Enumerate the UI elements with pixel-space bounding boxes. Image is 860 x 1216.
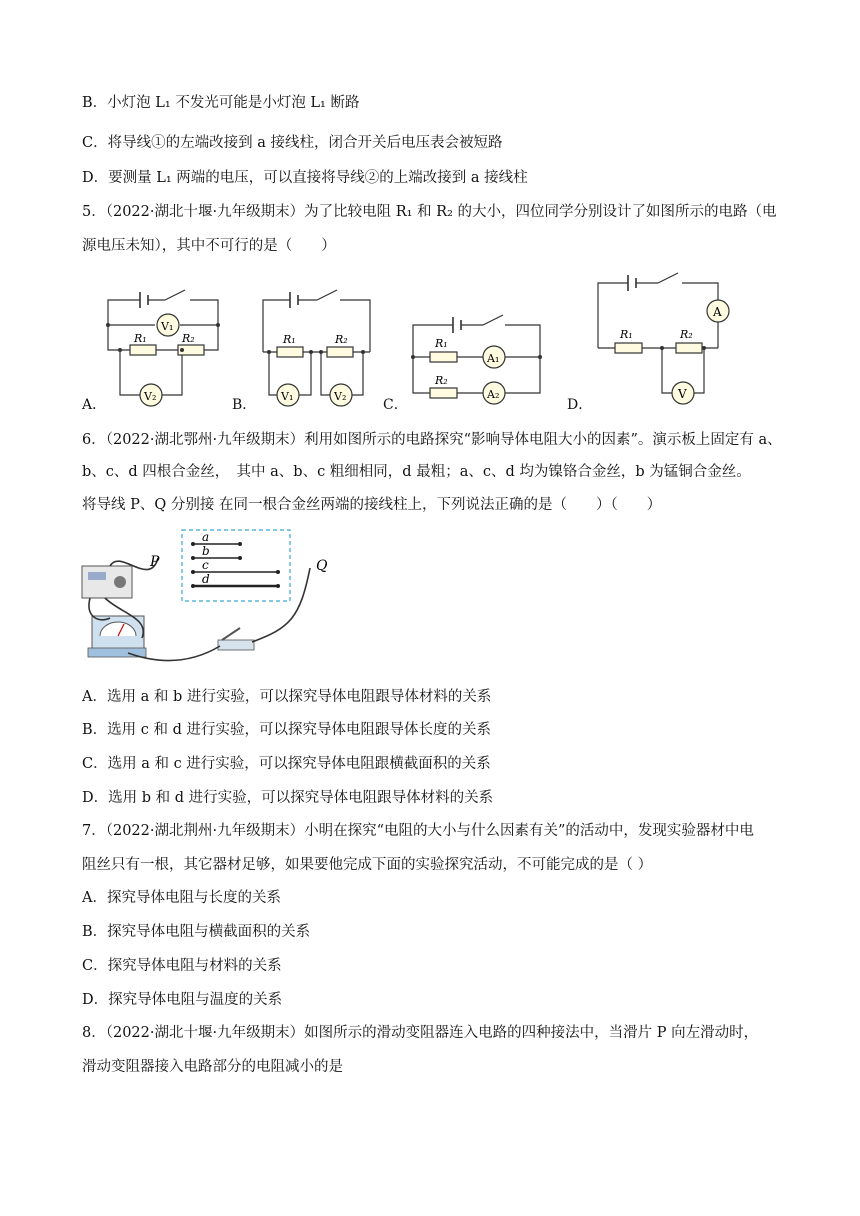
voltmeter-label: V <box>678 387 687 401</box>
q6-option-c: C．选用 a 和 c 进行实验，可以探究导体电阻跟横截面积的关系 <box>82 756 491 772</box>
q7-option-d: D．探究导体电阻与温度的关系 <box>82 992 283 1008</box>
r1-label: R₁ <box>435 337 448 350</box>
p-label: P <box>150 554 160 570</box>
q6-stem-line1: 6．（2022·湖北鄂州·九年级期末）利用如图所示的电路探究“影响导体电阻大小的因素”。演示板上固定有 a、 <box>82 432 782 448</box>
wire-b-label: b <box>202 544 210 558</box>
q5-label-c: C． <box>383 397 408 413</box>
q7-option-a: A．探究导体电阻与长度的关系 <box>82 890 281 906</box>
v2-label: V₂ <box>144 390 157 403</box>
v1-label: V₁ <box>161 320 174 333</box>
q6-option-a: A．选用 a 和 b 进行实验，可以探究导体电阻跟导体材料的关系 <box>82 689 492 705</box>
q4-option-b: B．小灯泡 L₁ 不发光可能是小灯泡 L₁ 断路 <box>82 95 360 111</box>
q5-circuit-c <box>405 305 550 410</box>
q5-circuit-a <box>100 280 230 412</box>
q7-option-c: C．探究导体电阻与材料的关系 <box>82 958 282 974</box>
q6-option-b: B．选用 c 和 d 进行实验，可以探究导体电阻跟导体长度的关系 <box>82 722 491 738</box>
q6-stem-line3: 将导线 P、Q 分别接 在同一根合金丝两端的接线柱上，下列说法正确的是（ ）（ ） <box>82 497 662 513</box>
q7-stem-line1: 7．（2022·湖北荆州·九年级期末）小明在探究“电阻的大小与什么因素有关”的活动中，发现实验器材中电 <box>82 823 754 839</box>
r1-label: R₁ <box>620 328 633 341</box>
q6-stem-line2: b、c、d 四根合金丝， 其中 a、b、c 粗细相同，d 最粗；a、c、d 均为镍铬合金丝，b 为锰铜合金丝。 <box>82 464 751 480</box>
v2-label: V₂ <box>334 390 347 403</box>
q7-option-b: B．探究导体电阻与横截面积的关系 <box>82 924 311 940</box>
r2-label: R₂ <box>435 374 448 387</box>
ammeter-label: A <box>713 305 722 319</box>
q6-figure <box>80 528 360 666</box>
r2-label: R₂ <box>335 333 348 346</box>
q7-stem-line2: 阻丝只有一根，其它器材足够，如果要他完成下面的实验探究活动，不可能完成的是（ ） <box>82 857 653 873</box>
a1-label: A₁ <box>487 352 500 365</box>
q4-option-c: C．将导线①的左端改接到 a 接线柱，闭合开关后电压表会被短路 <box>82 135 503 151</box>
r2-label: R₂ <box>182 332 195 345</box>
a2-label: A₂ <box>487 388 500 401</box>
q-label: Q <box>316 558 328 574</box>
q5-label-d: D． <box>567 397 593 413</box>
q5-label-b: B． <box>232 397 257 413</box>
q5-label-a: A． <box>82 397 107 413</box>
v1-label: V₁ <box>281 390 294 403</box>
q5-stem-line2: 源电压未知），其中不可行的是（ ） <box>82 238 336 254</box>
q8-stem-line2: 滑动变阻器接入电路部分的电阻减小的是 <box>82 1059 343 1075</box>
r2-label: R₂ <box>680 328 693 341</box>
q5-circuit-b <box>255 280 380 412</box>
q4-option-d: D．要测量 L₁ 两端的电压，可以直接将导线②的上端改接到 a 接线柱 <box>82 170 528 186</box>
q5-stem-line1: 5．（2022·湖北十堰·九年级期末）为了比较电阻 R₁ 和 R₂ 的大小，四位同学分别设计了如图所示的电路（电 <box>82 204 777 220</box>
q5-circuit-d <box>590 265 740 410</box>
wire-c-label: c <box>202 558 209 572</box>
wire-a-label: a <box>202 530 210 544</box>
r1-label: R₁ <box>283 333 296 346</box>
wire-d-label: d <box>202 572 210 586</box>
q6-option-d: D．选用 b 和 d 进行实验，可以探究导体电阻跟导体材料的关系 <box>82 790 494 806</box>
r1-label: R₁ <box>134 332 147 345</box>
q8-stem-line1: 8．（2022·湖北十堰·九年级期末）如图所示的滑动变阻器连入电路的四种接法中，当滑片 P 向左滑动时， <box>82 1025 759 1041</box>
